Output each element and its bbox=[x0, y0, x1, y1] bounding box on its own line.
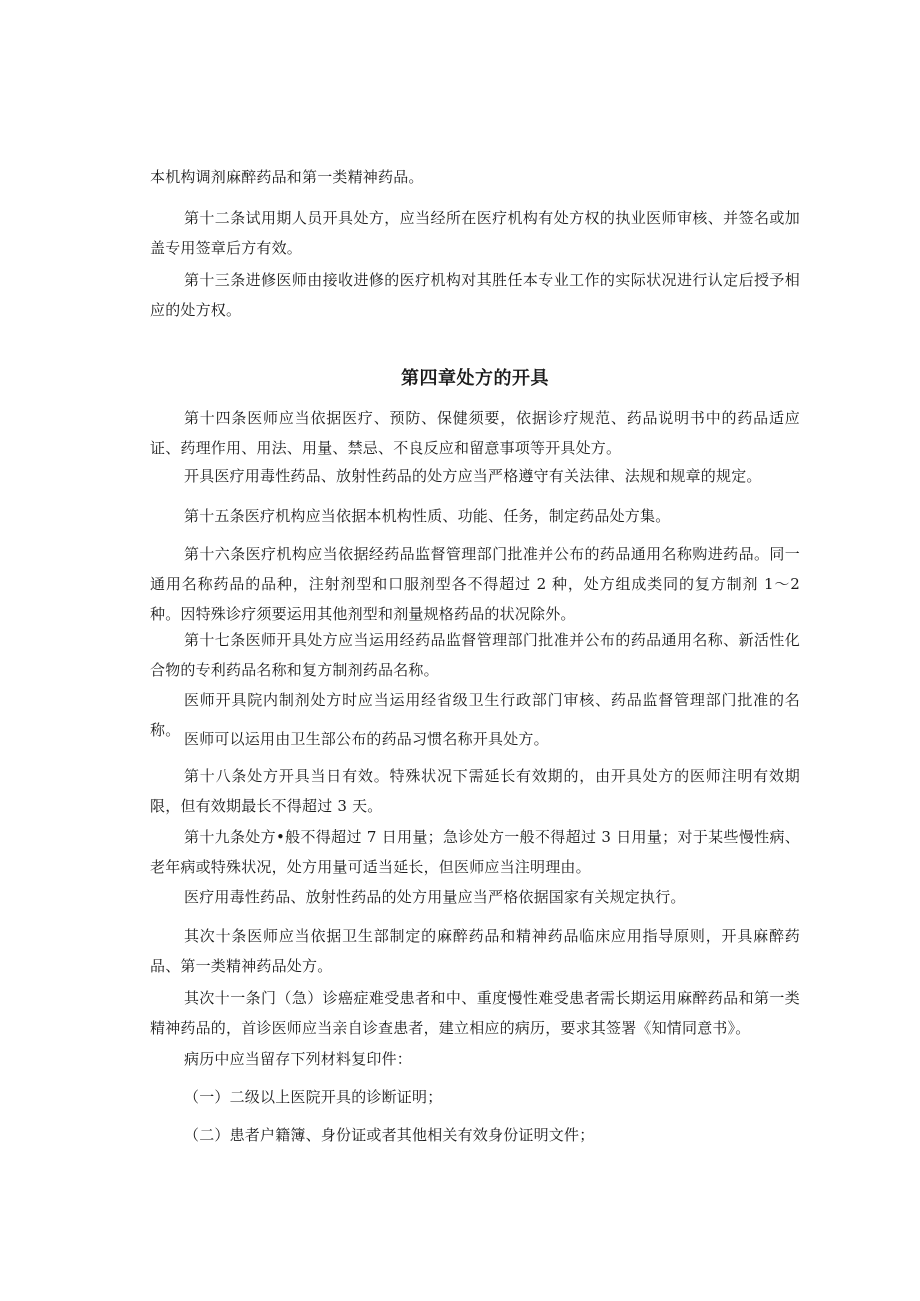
article-13-paragraph: 第十三条进修医师由接收进修的医疗机构对其胜任本专业工作的实际状况进行认定后授予相应的处方权。 bbox=[150, 271, 800, 319]
article-17-customary-names-paragraph: 医师可以运用由卫生部公布的药品习惯名称开具处方。 bbox=[184, 730, 549, 748]
article-14-toxic-drugs-paragraph: 开具医疗用毒性药品、放射性药品的处方应当严格遵守有关法律、法规和规章的规定。 bbox=[184, 467, 762, 485]
article-19-paragraph: 第十九条处方•般不得超过 7 日用量；急诊处方一般不得超过 3 日用量；对于某些慢性病、老年病或特殊状况，处方用量可适当延长，但医师应当注明理由。 bbox=[150, 828, 800, 876]
intro-paragraph: 本机构调剂麻醉药品和第一类精神药品。 bbox=[150, 168, 424, 186]
article-17-paragraph: 第十七条医师开具处方应当运用经药品监督管理部门批准并公布的药品通用名称、新活性化合物的专利药品名称和复方制剂药品名称。 bbox=[150, 631, 800, 679]
article-21-paragraph: 其次十一条门（急）诊癌症难受患者和中、重度慢性难受患者需长期运用麻醉药品和第一类精神药品的，首诊医师应当亲自诊查患者，建立相应的病历，要求其签署《知情同意书》。 bbox=[150, 989, 800, 1037]
article-14-paragraph: 第十四条医师应当依据医疗、预防、保健须要，依据诊疗规范、药品说明书中的药品适应证、药理作用、用法、用量、禁忌、不良反应和留意事项等开具处方。 bbox=[150, 409, 800, 457]
article-18-paragraph: 第十八条处方开具当日有效。特殊状况下需延长有效期的，由开具处方的医师注明有效期限，但有效期最长不得超过 3 天。 bbox=[150, 767, 800, 815]
list-item-2: （二）患者户籍簿、身份证或者其他相关有效身份证明文件； bbox=[184, 1126, 595, 1144]
article-16-paragraph: 第十六条医疗机构应当依据经药品监督管理部门批准并公布的药品通用名称购进药品。同一通用名称药品的品种，注射剂型和口服剂型各不得超过 2 种，处方组成类同的复方制剂 1～2 种。因特殊诊疗须要运用其他剂型和剂量规格药品的状况除外。 bbox=[150, 545, 800, 623]
article-21-materials-paragraph: 病历中应当留存下列材料复印件： bbox=[184, 1050, 413, 1068]
article-17-hospital-prep-paragraph: 医师开具院内制剂处方时应当运用经省级卫生行政部门审核、药品监督管理部门批准的名称。 bbox=[150, 691, 800, 739]
article-19-dosage-paragraph: 医疗用毒性药品、放射性药品的处方用量应当严格依据国家有关规定执行。 bbox=[184, 888, 686, 906]
chapter-title: 第四章处方的开具 bbox=[401, 368, 549, 389]
list-item-1: （一）二级以上医院开具的诊断证明； bbox=[184, 1088, 443, 1106]
article-12-paragraph: 第十二条试用期人员开具处方，应当经所在医疗机构有处方权的执业医师审核、并签名或加盖专用签章后方有效。 bbox=[150, 209, 800, 257]
article-20-paragraph: 其次十条医师应当依据卫生部制定的麻醉药品和精神药品临床应用指导原则，开具麻醉药品、第一类精神药品处方。 bbox=[150, 927, 800, 975]
article-15-paragraph: 第十五条医疗机构应当依据本机构性质、功能、任务，制定药品处方集。 bbox=[184, 507, 671, 525]
